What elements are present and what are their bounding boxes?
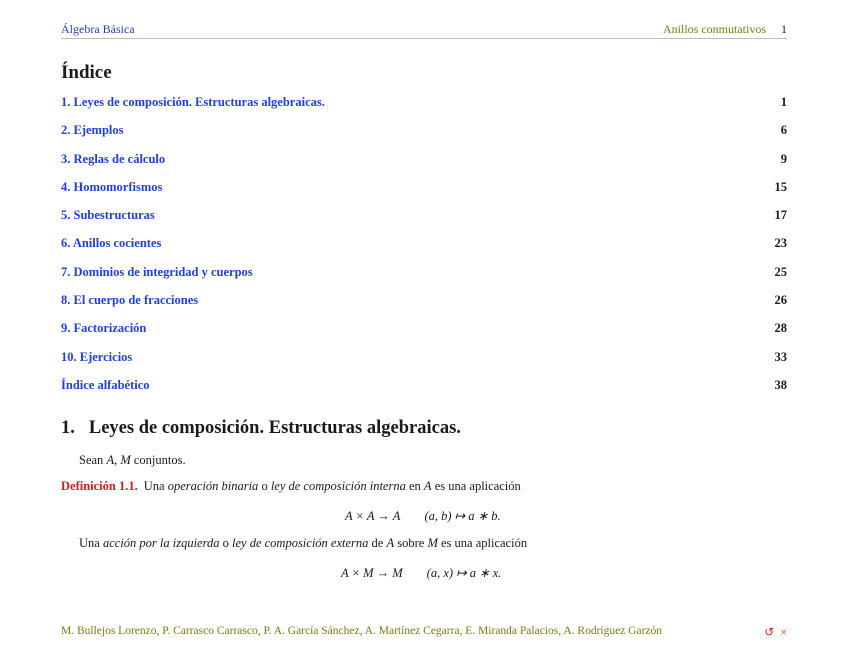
section-title: Leyes de composición. Estructuras algebraicas. bbox=[88, 418, 461, 438]
toc-entry[interactable] bbox=[61, 350, 787, 378]
footer-nav bbox=[761, 625, 787, 640]
toc-entry-number: 7. bbox=[61, 264, 74, 279]
toc-entry[interactable] bbox=[61, 321, 787, 349]
toc-entry-link[interactable]: Ejemplos bbox=[73, 123, 124, 138]
paragraph-action bbox=[79, 536, 527, 551]
toc-entry-page: 1 bbox=[780, 95, 787, 109]
definition-block bbox=[61, 479, 521, 494]
back-icon[interactable]: ↺ bbox=[764, 625, 775, 639]
math-inline: A, M bbox=[106, 453, 131, 467]
text: Sean bbox=[79, 453, 107, 467]
toc-entry[interactable] bbox=[61, 265, 787, 293]
math-inline: A bbox=[386, 536, 395, 550]
section-heading bbox=[61, 418, 461, 439]
text: Una bbox=[79, 536, 103, 550]
math-map-rule: (a, b) ↦ a ∗ b. bbox=[424, 509, 501, 523]
toc-entry-number: 4. bbox=[61, 179, 74, 194]
text: es una aplicación bbox=[437, 536, 528, 550]
toc-entry-number: 8. bbox=[61, 293, 74, 308]
definition-label: Definición 1.1. bbox=[61, 479, 138, 493]
toc-entry-link[interactable]: Dominios de integridad y cuerpos bbox=[73, 264, 253, 279]
toc-entry-page: 15 bbox=[774, 179, 787, 194]
toc-entry-number: 5. bbox=[61, 208, 74, 223]
toc-entry-link[interactable]: Homomorfismos bbox=[73, 179, 163, 194]
page-footer bbox=[61, 625, 787, 637]
table-of-contents bbox=[61, 95, 787, 406]
text: o bbox=[219, 536, 232, 550]
text: o bbox=[258, 479, 271, 493]
text: sobre bbox=[394, 536, 428, 550]
toc-entry[interactable] bbox=[61, 152, 787, 180]
toc-entry-number: 3. bbox=[61, 151, 74, 166]
toc-entry[interactable] bbox=[61, 180, 787, 208]
emphasis: acción por la izquierda bbox=[102, 536, 220, 550]
section-number: 1. bbox=[61, 418, 75, 438]
toc-entry[interactable] bbox=[61, 123, 787, 151]
toc-entry[interactable] bbox=[61, 293, 787, 321]
toc-entry[interactable] bbox=[61, 236, 787, 264]
toc-entry-page: 28 bbox=[774, 321, 787, 336]
toc-entry-link[interactable]: Subestructuras bbox=[73, 208, 155, 223]
math-map-domain: A × M → M bbox=[341, 566, 403, 580]
toc-entry-link[interactable]: Reglas de cálculo bbox=[73, 151, 166, 166]
toc-entry-page: 26 bbox=[774, 293, 787, 308]
math-inline: A bbox=[423, 479, 432, 493]
toc-entry-page: 17 bbox=[774, 208, 787, 223]
header-chapter-title: Anillos conmutativos bbox=[663, 22, 766, 36]
toc-entry[interactable] bbox=[61, 208, 787, 236]
toc-entry-page: 25 bbox=[774, 264, 787, 279]
toc-entry-link[interactable]: Leyes de composición. Estructuras algebraicas. bbox=[73, 95, 325, 109]
text: conjuntos. bbox=[130, 453, 186, 467]
header-book-title: Álgebra Básica bbox=[61, 22, 135, 36]
close-icon[interactable]: × bbox=[780, 625, 787, 639]
toc-entry-link[interactable]: Ejercicios bbox=[79, 349, 133, 364]
paragraph-sets bbox=[79, 453, 186, 468]
text: en bbox=[405, 479, 424, 493]
text: es una aplicación bbox=[431, 479, 521, 493]
toc-entry-link[interactable]: Anillos cocientes bbox=[72, 236, 162, 251]
emphasis: ley de composición interna bbox=[270, 479, 406, 493]
toc-entry-number: 10. bbox=[61, 349, 80, 364]
toc-entry-page: 33 bbox=[774, 349, 787, 364]
toc-entry-page: 38 bbox=[774, 377, 787, 392]
toc-entry-link[interactable]: Índice alfabético bbox=[61, 377, 150, 392]
emphasis: operación binaria bbox=[167, 479, 259, 493]
toc-entry[interactable] bbox=[61, 95, 787, 123]
math-map-domain: A × A → A bbox=[345, 509, 401, 523]
toc-entry-page: 23 bbox=[774, 236, 787, 251]
text: Una bbox=[143, 479, 168, 493]
toc-entry-number: 1. bbox=[61, 95, 74, 109]
text: de bbox=[368, 536, 387, 550]
display-math bbox=[345, 508, 501, 524]
toc-entry-page: 6 bbox=[780, 123, 787, 138]
page-header bbox=[61, 20, 787, 39]
toc-entry-link[interactable]: Factorización bbox=[73, 321, 147, 336]
toc-entry-index[interactable] bbox=[61, 378, 787, 406]
header-chapter bbox=[663, 22, 787, 37]
toc-entry-number: 6. bbox=[61, 236, 73, 251]
math-map-rule: (a, x) ↦ a ∗ x. bbox=[426, 566, 502, 580]
toc-entry-page: 9 bbox=[780, 151, 787, 166]
math-inline: M bbox=[427, 536, 438, 550]
toc-entry-number: 2. bbox=[61, 123, 74, 138]
toc-entry-link[interactable]: El cuerpo de fracciones bbox=[73, 293, 199, 308]
footer-authors: M. Bullejos Lorenzo, P. Carrasco Carrasco, P. A. García Sánchez, A. Martínez Cegarra, E. Miranda Palacios, A. Rodríguez Garzón bbox=[61, 625, 663, 637]
header-page-number: 1 bbox=[781, 22, 787, 36]
display-math bbox=[341, 565, 501, 581]
toc-title: Índice bbox=[61, 62, 112, 83]
emphasis: ley de composición externa bbox=[232, 536, 369, 550]
toc-entry-number: 9. bbox=[61, 321, 74, 336]
